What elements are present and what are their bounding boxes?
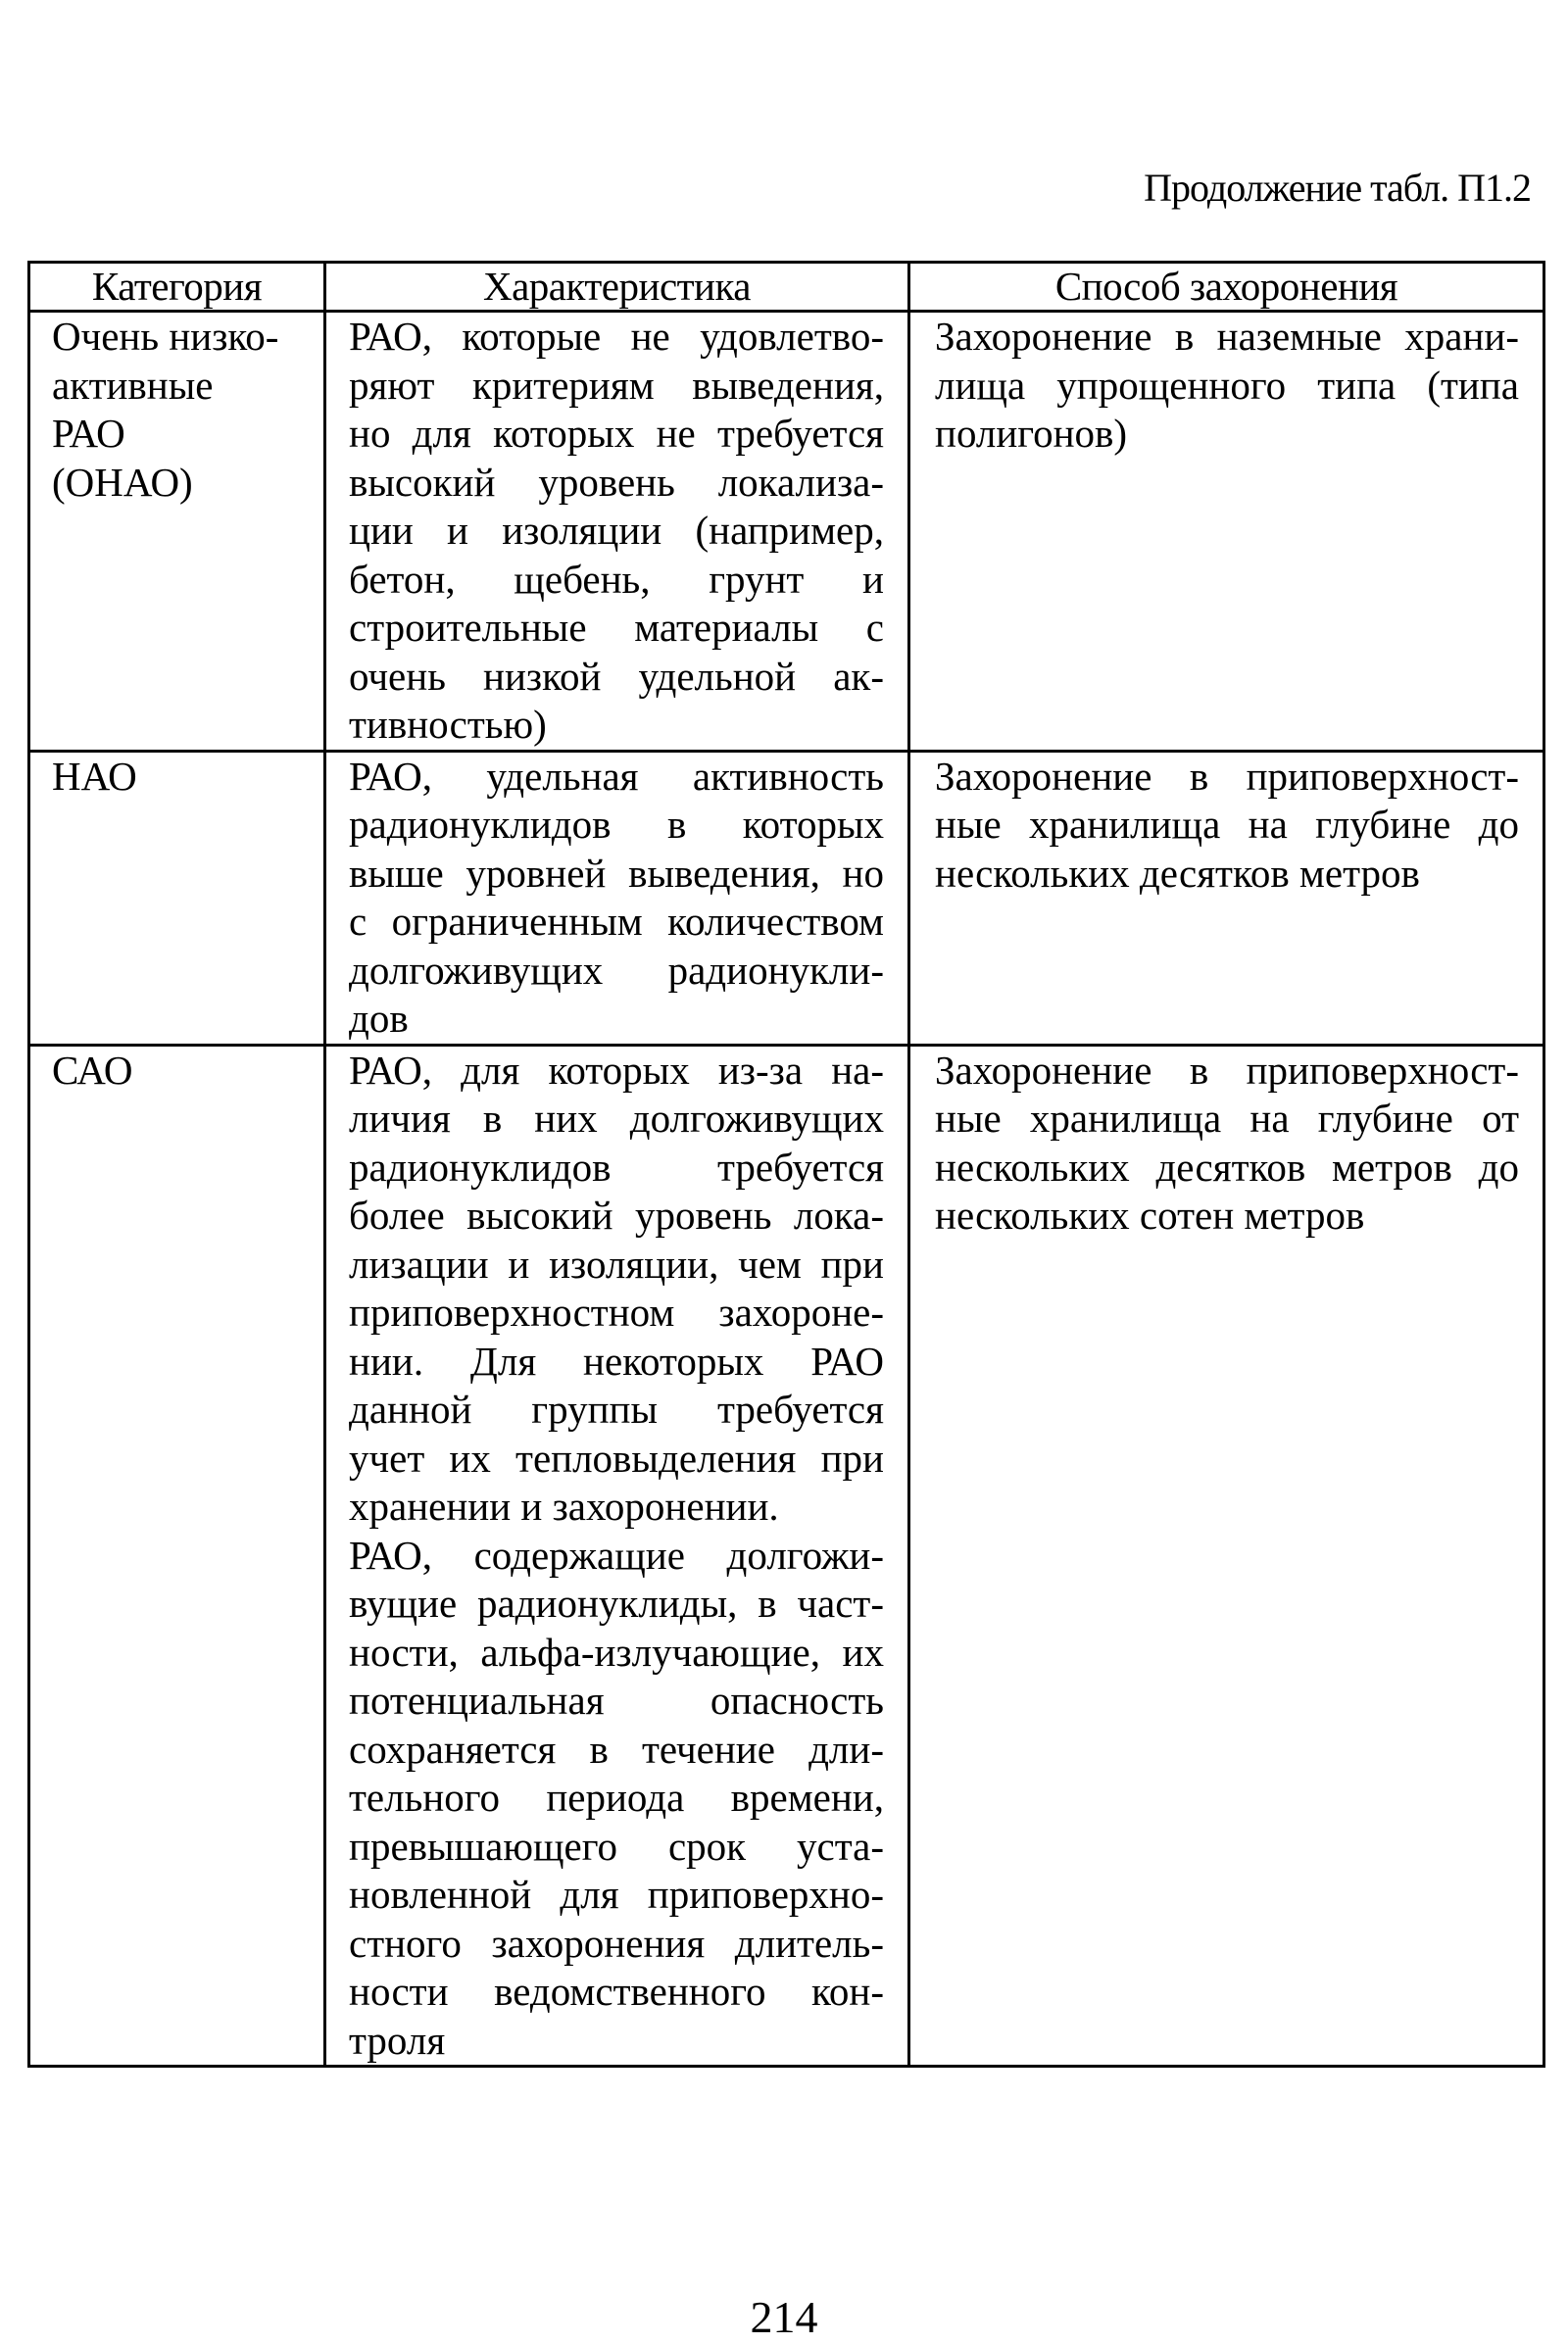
characteristic-paragraph xyxy=(349,1047,884,1532)
page-number: 214 xyxy=(750,2292,818,2342)
characteristic-line: радионуклидов в которых xyxy=(349,802,884,847)
characteristic-line: ции и изоляции (например, xyxy=(349,508,884,553)
characteristic-line: дов xyxy=(349,996,409,1041)
category-cell xyxy=(29,1045,325,2067)
characteristic-line: новленной для приповерхно- xyxy=(349,1872,884,1917)
characteristic-line: РАО, содержащие долгожи- xyxy=(349,1532,884,1578)
category-line: активные xyxy=(52,362,214,408)
disposal-line: нескольких сотен метров xyxy=(935,1193,1365,1238)
characteristic-line: выше уровней выведения, но xyxy=(349,850,884,896)
category-cell xyxy=(29,312,325,752)
characteristic-line: долгоживущих радионукли- xyxy=(349,947,884,993)
characteristic-line: нии. Для некоторых РАО xyxy=(349,1338,884,1384)
characteristic-cell xyxy=(325,751,909,1045)
characteristic-line: РАО, удельная активность xyxy=(349,753,884,799)
disposal-line: лища упрощенного типа (типа xyxy=(935,362,1519,408)
category-line: РАО xyxy=(52,411,125,456)
disposal-line: Захоронение в приповерхност- xyxy=(935,1047,1519,1093)
characteristic-line: потенциальная опасность xyxy=(349,1678,884,1723)
characteristic-paragraph xyxy=(349,313,884,750)
characteristic-line: стного захоронения длитель- xyxy=(349,1920,884,1966)
disposal-line: нескольких десятков метров xyxy=(935,850,1420,896)
characteristic-line: тивностью) xyxy=(349,702,547,747)
characteristic-line: учет их тепловыделения при xyxy=(349,1435,884,1481)
characteristic-line: строительные материалы с xyxy=(349,605,884,650)
disposal-cell xyxy=(909,1045,1544,2067)
header-characteristic: Характеристика xyxy=(325,263,909,312)
characteristic-line: ности, альфа-излучающие, их xyxy=(349,1629,884,1675)
characteristic-line: личия в них долгоживущих xyxy=(349,1096,884,1141)
characteristic-line: РАО, которые не удовлетво- xyxy=(349,314,884,359)
characteristic-line: радионуклидов требуется xyxy=(349,1144,884,1190)
characteristic-line: ности ведомственного кон- xyxy=(349,1969,884,2014)
header-category: Категория xyxy=(29,263,325,312)
disposal-line: полигонов) xyxy=(935,411,1128,456)
table-header-row xyxy=(29,263,1544,312)
characteristic-line: приповерхностном захороне- xyxy=(349,1290,884,1335)
characteristic-cell xyxy=(325,312,909,752)
category-cell xyxy=(29,751,325,1045)
characteristic-line: вущие радионуклиды, в част- xyxy=(349,1581,884,1626)
characteristic-line: РАО, для которых из-за на- xyxy=(349,1047,884,1093)
category-line: САО xyxy=(52,1047,133,1093)
characteristic-line: бетон, щебень, грунт и xyxy=(349,556,884,602)
characteristic-cell xyxy=(325,1045,909,2067)
characteristic-line: очень низкой удельной ак- xyxy=(349,653,884,699)
disposal-line: ные хранилища на глубине до xyxy=(935,802,1519,847)
category-line: (ОНАО) xyxy=(52,459,193,505)
disposal-line: Захоронение в приповерхност- xyxy=(935,753,1519,799)
disposal-line: Захоронение в наземные храни- xyxy=(935,314,1519,359)
characteristic-line: но для которых не требуется xyxy=(349,411,884,456)
characteristic-line: лизации и изоляции, чем при xyxy=(349,1241,884,1287)
category-line: НАО xyxy=(52,753,137,799)
table-row xyxy=(29,751,1544,1045)
table-row xyxy=(29,1045,1544,2067)
characteristic-line: высокий уровень локализа- xyxy=(349,459,884,505)
characteristic-paragraph xyxy=(349,1532,884,2066)
header-disposal: Способ захоронения xyxy=(909,263,1544,312)
characteristic-line: сохраняется в течение дли- xyxy=(349,1726,884,1772)
disposal-cell xyxy=(909,751,1544,1045)
characteristic-line: более высокий уровень лока- xyxy=(349,1193,884,1238)
characteristic-line: с ограниченным количеством xyxy=(349,899,884,944)
characteristic-line: хранении и захоронении. xyxy=(349,1484,779,1529)
characteristic-line: ряют критериям выведения, xyxy=(349,362,884,408)
characteristic-line: троля xyxy=(349,2017,446,2063)
characteristic-line: данной группы требуется xyxy=(349,1387,884,1432)
characteristic-paragraph xyxy=(349,753,884,1044)
disposal-line: ные хранилища на глубине от xyxy=(935,1096,1519,1141)
category-line: Очень низко- xyxy=(52,314,279,359)
characteristic-line: тельного периода времени, xyxy=(349,1775,884,1820)
table-row xyxy=(29,312,1544,752)
disposal-cell xyxy=(909,312,1544,752)
table-caption: Продолжение табл. П1.2 xyxy=(1144,166,1531,210)
disposal-line: нескольких десятков метров до xyxy=(935,1144,1519,1190)
waste-category-table xyxy=(27,261,1545,2068)
characteristic-line: превышающего срок уста- xyxy=(349,1823,884,1869)
